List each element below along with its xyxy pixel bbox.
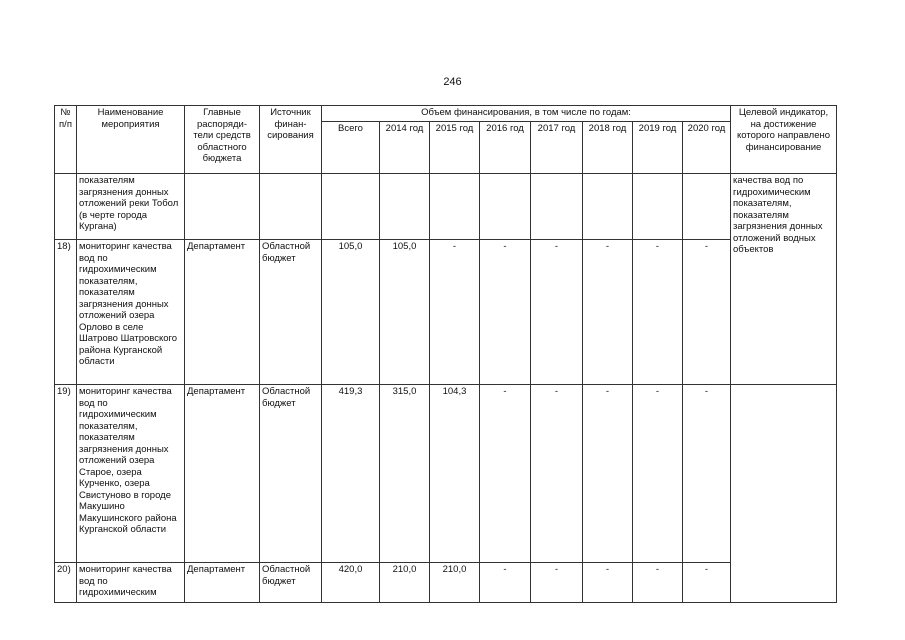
cell-2015: [430, 174, 480, 240]
header-source: Источник финан-сирования: [260, 106, 322, 174]
cell-2018: [583, 174, 633, 240]
cell-name: мониторинг качества вод по гидрохимическим показателям, показателям загрязнения донных отложений озера Старое, озера Курченко, озера Свистуново в городе Макушино Макушинского района Курганской области: [77, 385, 185, 563]
cell-2017: -: [531, 240, 583, 385]
cell-total: 419,3: [322, 385, 380, 563]
cell-2019: -: [633, 240, 683, 385]
header-num: № п/п: [55, 106, 77, 174]
cell-source: Областной бюджет: [260, 385, 322, 563]
cell-name: мониторинг качества вод по гидрохимическим: [77, 563, 185, 603]
cell-2019: -: [633, 385, 683, 563]
table-row: [55, 563, 837, 603]
cell-2019: [633, 174, 683, 240]
cell-num: [55, 174, 77, 240]
cell-2015: 104,3: [430, 385, 480, 563]
header-indicator: Целевой индикатор, на достижение которого направлено финансирование: [731, 106, 837, 174]
cell-num: 20): [55, 563, 77, 603]
financing-table: [54, 105, 837, 603]
cell-manager: [185, 174, 260, 240]
cell-2017: -: [531, 563, 583, 603]
cell-total: 105,0: [322, 240, 380, 385]
cell-2015: -: [430, 240, 480, 385]
cell-2020: -: [683, 563, 731, 603]
cell-name: мониторинг качества вод по гидрохимическим показателям, показателям загрязнения донных отложений озера Орлово в селе Шатрово Шатровского района Курганской области: [77, 240, 185, 385]
cell-total: 420,0: [322, 563, 380, 603]
table-row: [55, 240, 837, 385]
cell-2018: -: [583, 563, 633, 603]
cell-2014: 210,0: [380, 563, 430, 603]
cell-indicator: качества вод по гидрохимическим показателям, показателям загрязнения донных отложений водных объектов: [731, 174, 837, 385]
cell-indicator-empty: [731, 385, 837, 603]
cell-manager: Департамент: [185, 563, 260, 603]
cell-2014: [380, 174, 430, 240]
cell-2016: [480, 174, 531, 240]
header-2017: 2017 год: [531, 122, 583, 174]
header-2014: 2014 год: [380, 122, 430, 174]
cell-2017: [531, 174, 583, 240]
table-row: [55, 385, 837, 563]
header-2020: 2020 год: [683, 122, 731, 174]
header-2015: 2015 год: [430, 122, 480, 174]
cell-2018: -: [583, 385, 633, 563]
cell-source: Областной бюджет: [260, 563, 322, 603]
cell-2016: -: [480, 240, 531, 385]
cell-2020: -: [683, 385, 731, 563]
header-main-managers: Главные распоряди-тели средств областного бюджета: [185, 106, 260, 174]
cell-num: 18): [55, 240, 77, 385]
header-2018: 2018 год: [583, 122, 633, 174]
cell-source: Областной бюджет: [260, 240, 322, 385]
cell-2018: -: [583, 240, 633, 385]
cell-total: [322, 174, 380, 240]
page-number: 246: [443, 76, 462, 88]
cell-2017: -: [531, 385, 583, 563]
cell-manager: Департамент: [185, 240, 260, 385]
cell-2014: 315,0: [380, 385, 430, 563]
cell-2020: -: [683, 240, 731, 385]
cell-2020: [683, 174, 731, 240]
cell-source: [260, 174, 322, 240]
cell-manager: Департамент: [185, 385, 260, 563]
cell-2015: 210,0: [430, 563, 480, 603]
cell-2014: 105,0: [380, 240, 430, 385]
header-2016: 2016 год: [480, 122, 531, 174]
cell-2019: -: [633, 563, 683, 603]
header-name: Наименование мероприятия: [77, 106, 185, 174]
header-volume: Объем финансирования, в том числе по годам:: [322, 106, 731, 122]
cell-2016: -: [480, 563, 531, 603]
cell-2016: -: [480, 385, 531, 563]
header-total: Всего: [322, 122, 380, 174]
table-row: [55, 174, 837, 240]
header-2019: 2019 год: [633, 122, 683, 174]
cell-num: 19): [55, 385, 77, 563]
cell-name: показателям загрязнения донных отложений реки Тобол (в черте города Кургана): [77, 174, 185, 240]
